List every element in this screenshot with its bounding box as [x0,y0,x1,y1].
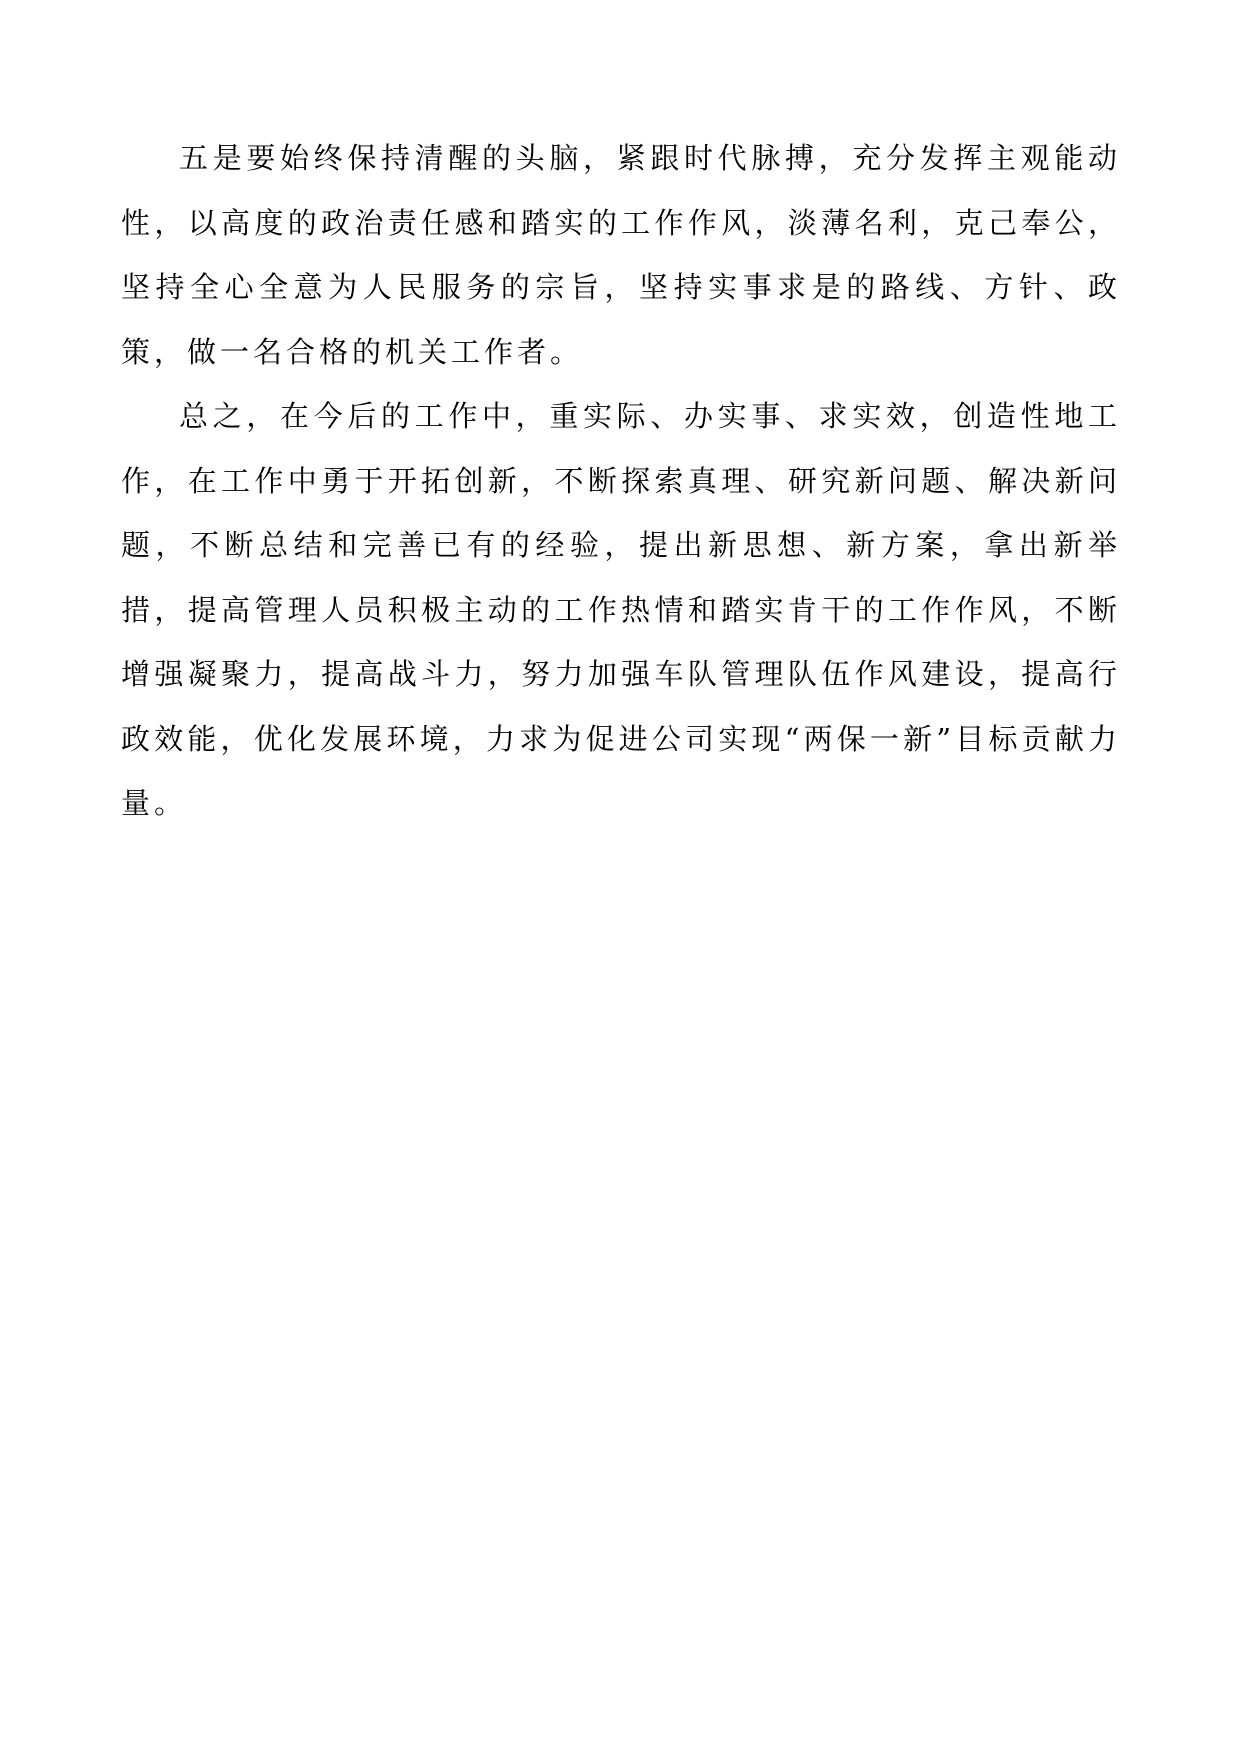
document-body [121,126,1121,836]
paragraph-conclusion: 总之，在今后的工作中，重实际、办实事、求实效，创造性地工作，在工作中勇于开拓创新，不断探索真理、研究新问题、解决新问题，不断总结和完善已有的经验，提出新思想、新方案，拿出新举措，提高管理人员积极主动的工作热情和踏实肯干的工作作风，不断增强凝聚力，提高战斗力，努力加强车队管理队伍作风建设，提高行政效能，优化发展环境，力求为促进公司实现“两保一新”目标贡献力量。 [121,399,1121,820]
paragraph-five: 五是要始终保持清醒的头脑，紧跟时代脉搏，充分发挥主观能动性，以高度的政治责任感和踏实的工作作风，淡薄名利，克己奉公，坚持全心全意为人民服务的宗旨，坚持实事求是的路线、方针、政策，做一名合格的机关工作者。 [121,141,1121,369]
